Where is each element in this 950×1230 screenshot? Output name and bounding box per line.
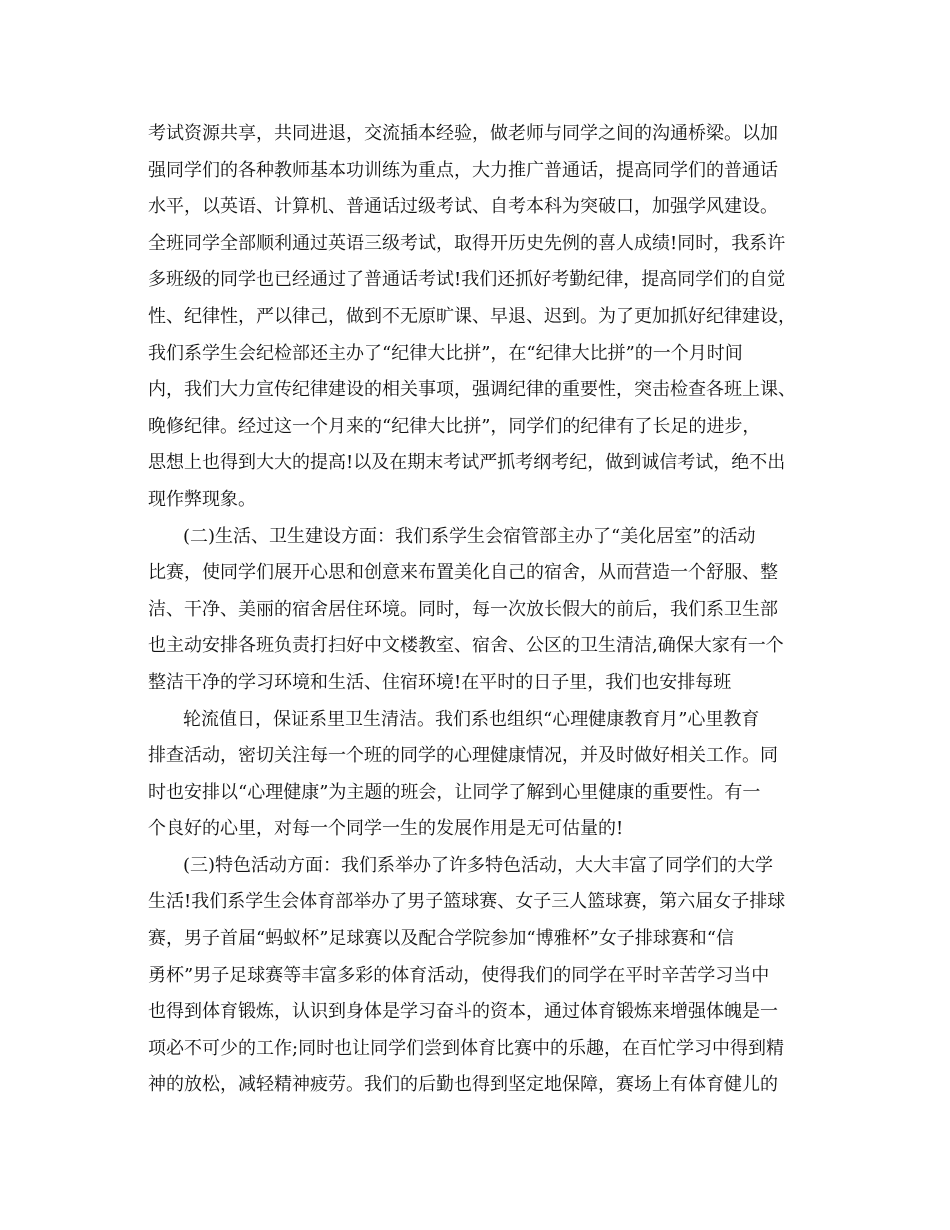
text-line: 全班同学全部顺利通过英语三级考试，取得开历史先例的喜人成绩!同时，我系许 bbox=[148, 232, 786, 254]
text-line: 也主动安排各班负责打扫好中文楼教室、宿舍、公区的卫生清洁,确保大家有一个 bbox=[148, 635, 784, 657]
document-body bbox=[148, 116, 808, 1104]
text-line: 内，我们大力宣传纪律建设的相关事项，强调纪律的重要性，突击检查各班上课、 bbox=[148, 379, 796, 401]
text-line: 勇杯”男子足球赛等丰富多彩的体育活动，使得我们的同学在平时辛苦学习当中 bbox=[148, 964, 770, 986]
text-line: 多班级的同学也已经通过了普通话考试!我们还抓好考勤纪律，提高同学们的自觉 bbox=[148, 269, 786, 291]
text-line: 也得到体育锻炼，认识到身体是学习奋斗的资本，通过体育锻炼来增强体魄是一 bbox=[148, 1001, 778, 1023]
text-line: 神的放松，减轻精神疲劳。我们的后勤也得到坚定地保障，赛场上有体育健儿的 bbox=[148, 1074, 778, 1096]
text-line: 时也安排以“心理健康”为主题的班会，让同学了解到心里健康的重要性。有一 bbox=[148, 781, 761, 803]
text-line: 排查活动，密切关注每一个班的同学的心理健康情况，并及时做好相关工作。同 bbox=[148, 745, 778, 767]
text-line: 赛，男子首届“蚂蚁杯”足球赛以及配合学院参加“博雅杯”女子排球赛和“信 bbox=[148, 928, 735, 950]
text-line: 思想上也得到大大的提高!以及在期末考试严抓考纲考纪，做到诚信考试，绝不出 bbox=[148, 452, 786, 474]
text-line: 整洁干净的学习环境和生活、住宿环境!在平时的日子里，我们也安排每班 bbox=[148, 671, 732, 693]
text-line: 我们系学生会纪检部还主办了“纪律大比拼”，在“纪律大比拼”的一个月时间 bbox=[148, 342, 743, 364]
text-line: 强同学们的各种教师基本功训练为重点，大力推广普通话，提高同学们的普通话 bbox=[148, 159, 778, 181]
text-line: 洁、干净、美丽的宿舍居住环境。同时，每一次放长假大的前后，我们系卫生部 bbox=[148, 598, 778, 620]
text-line: (二)生活、卫生建设方面：我们系学生会宿管部主办了“美化居室”的活动 bbox=[183, 525, 756, 547]
text-line: 项必不可少的工作;同时也让同学们尝到体育比赛中的乐趣，在百忙学习中得到精 bbox=[148, 1037, 785, 1059]
text-line: (三)特色活动方面：我们系举办了许多特色活动，大大丰富了同学们的大学 bbox=[183, 854, 774, 876]
text-line: 考试资源共享，共同进退，交流插本经验，做老师与同学之间的沟通桥梁。以加 bbox=[148, 123, 778, 144]
text-line: 生活!我们系学生会体育部举办了男子篮球赛、女子三人篮球赛，第六届女子排球 bbox=[148, 891, 786, 913]
text-line: 个良好的心里，对每一个同学一生的发展作用是无可估量的! bbox=[148, 818, 624, 840]
text-line: 水平，以英语、计算机、普通话过级考试、自考本科为突破口，加强学风建设。 bbox=[148, 196, 778, 218]
text-line: 性、纪律性，严以律己，做到不无原旷课、早退、迟到。为了更加抓好纪律建设， bbox=[148, 305, 796, 327]
text-line: 晚修纪律。经过这一个月来的“纪律大比拼”，同学们的纪律有了长足的进步， bbox=[148, 415, 761, 437]
text-line: 比赛，使同学们展开心思和创意来布置美化自己的宿舍，从而营造一个舒服、整 bbox=[148, 562, 778, 584]
text-line: 现作弊现象。 bbox=[148, 488, 256, 510]
text-line: 轮流值日，保证系里卫生清洁。我们系也组织“心理健康教育月”心里教育 bbox=[183, 708, 760, 730]
